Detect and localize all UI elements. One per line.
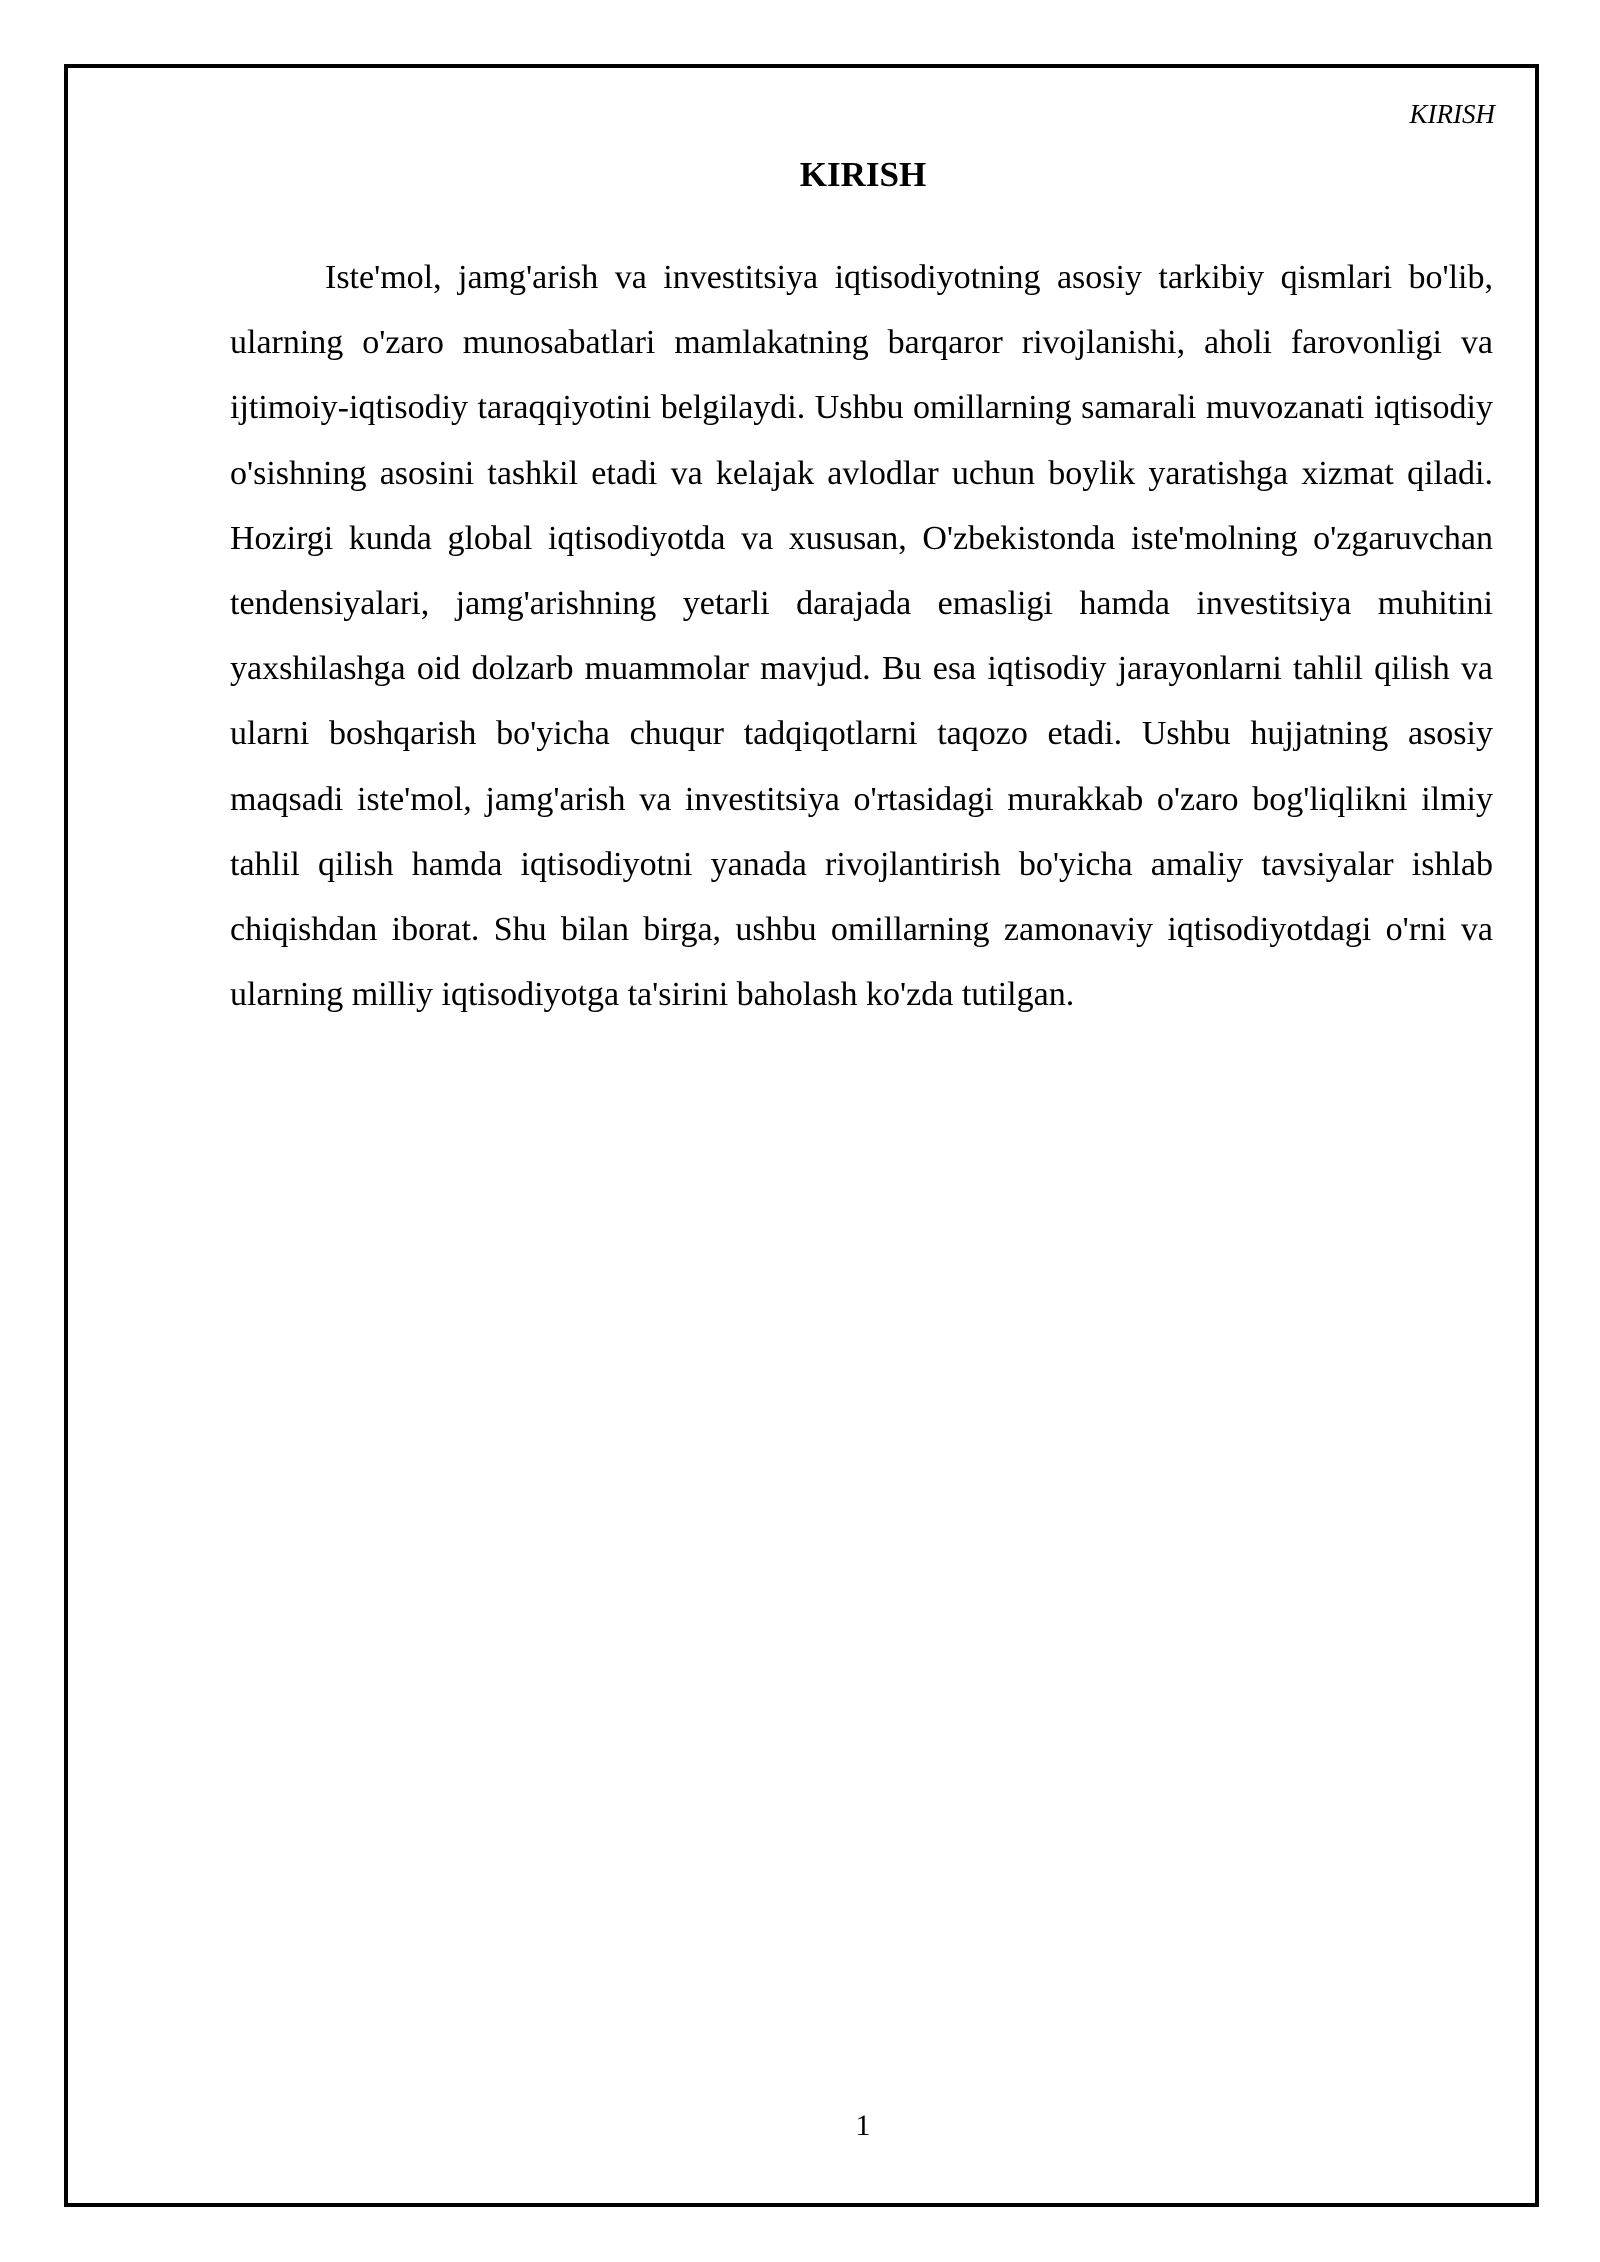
- page-title: KIRISH: [799, 155, 927, 194]
- page-number: 1: [855, 2109, 871, 2142]
- running-header: KIRISH: [1409, 99, 1495, 129]
- body-paragraph: Iste'mol, jamg'arish va investitsiya iqtisodiyotning asosiy tarkibiy qismlari bo'lib, ularning o'zaro munosabatlari mamlakatning barqaror rivojlanishi, aholi farovonligi va ijtimoiy-iqtisodiy taraqqiyotini belgilaydi. Ushbu omillarning samarali muvozanati iqtisodiy o'sishning asosini tashkil etadi va kelajak avlodlar uchun boylik yaratishga xizmat qiladi. Hozirgi kunda global iqtisodiyotda va xususan, O'zbekistonda iste'molning o'zgaruvchan tendensiyalari, jamg'arishning yetarli darajada emasligi hamda investitsiya muhitini yaxshilashga oid dolzarb muammolar mavjud. Bu esa iqtisodiy jarayonlarni tahlil qilish va ularni boshqarish bo'yicha chuqur tadqiqotlarni taqozo etadi. Ushbu hujjatning asosiy maqsadi iste'mol, jamg'arish va investitsiya o'rtasidagi murakkab o'zaro bog'liqlikni ilmiy tahlil qilish hamda iqtisodiyotni yanada rivojlantirish bo'yicha amaliy tavsiyalar ishlab chiqishdan iborat. Shu bilan birga, ushbu omillarning zamonaviy iqtisodiyotdagi o'rni va ularning milliy iqtisodiyotga ta'sirini baholash ko'zda tutilgan.: [230, 259, 1493, 1014]
